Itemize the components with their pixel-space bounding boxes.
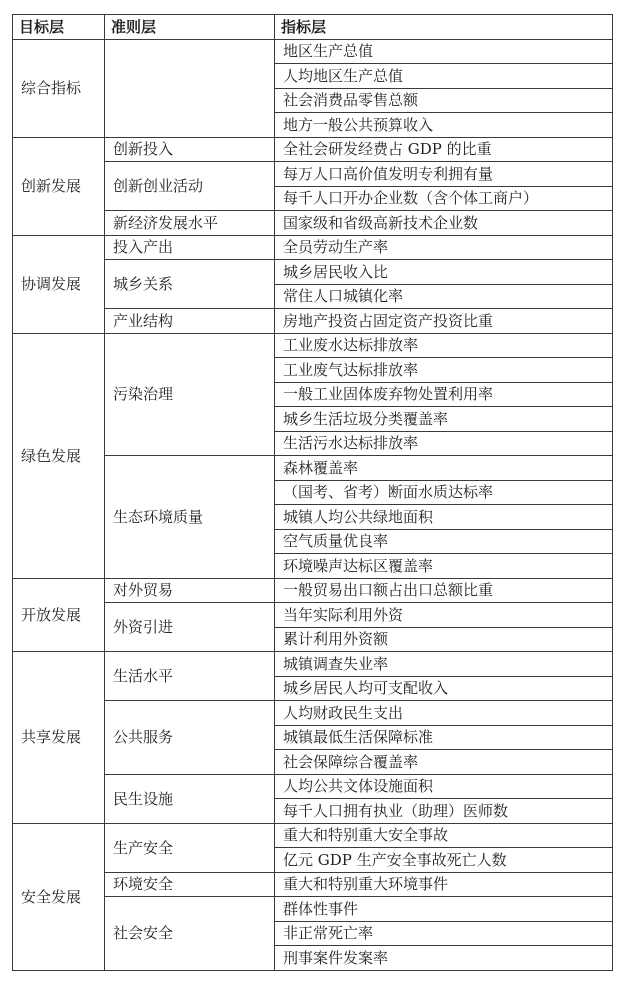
- indicator-cell: 生活污水达标排放率: [275, 431, 613, 456]
- indicator-cell: 城镇最低生活保障标准: [275, 725, 613, 750]
- indicator-cell: 城乡生活垃圾分类覆盖率: [275, 407, 613, 432]
- criteria-layer-cell: 外资引进: [105, 603, 275, 652]
- criteria-layer-cell: 污染治理: [105, 333, 275, 456]
- indicator-cell: 每万人口高价值发明专利拥有量: [275, 162, 613, 187]
- criteria-layer-cell: 产业结构: [105, 309, 275, 334]
- criteria-layer-cell: 生产安全: [105, 823, 275, 872]
- indicator-cell: 重大和特别重大环境事件: [275, 872, 613, 897]
- criteria-layer-cell: 生态环境质量: [105, 456, 275, 579]
- goal-layer-cell: 共享发展: [13, 652, 105, 824]
- indicator-cell: 地区生产总值: [275, 39, 613, 64]
- criteria-layer-cell: 环境安全: [105, 872, 275, 897]
- criteria-layer-cell: 生活水平: [105, 652, 275, 701]
- criteria-layer-cell: 城乡关系: [105, 260, 275, 309]
- criteria-layer-cell: 社会安全: [105, 897, 275, 971]
- indicator-cell: 全员劳动生产率: [275, 235, 613, 260]
- indicator-cell: 当年实际利用外资: [275, 603, 613, 628]
- indicator-cell: 非正常死亡率: [275, 921, 613, 946]
- criteria-layer-cell: 新经济发展水平: [105, 211, 275, 236]
- indicator-cell: 人均地区生产总值: [275, 64, 613, 89]
- table-row: [13, 578, 613, 603]
- indicator-cell: 人均公共文体设施面积: [275, 774, 613, 799]
- table-row: [13, 137, 613, 162]
- indicator-cell: 地方一般公共预算收入: [275, 113, 613, 138]
- header-criteria-layer: 准则层: [105, 15, 275, 40]
- goal-layer-cell: 协调发展: [13, 235, 105, 333]
- indicator-cell: 工业废水达标排放率: [275, 333, 613, 358]
- table-body: [13, 39, 613, 970]
- goal-layer-cell: 开放发展: [13, 578, 105, 652]
- indicator-cell: 一般贸易出口额占出口总额比重: [275, 578, 613, 603]
- indicator-cell: 城镇调查失业率: [275, 652, 613, 677]
- indicator-cell: 刑事案件发案率: [275, 946, 613, 971]
- table-row: [13, 235, 613, 260]
- criteria-layer-cell: 创新投入: [105, 137, 275, 162]
- indicator-cell: 每千人口开办企业数（含个体工商户）: [275, 186, 613, 211]
- table-row: [13, 652, 613, 677]
- indicator-cell: 群体性事件: [275, 897, 613, 922]
- table-row: [13, 39, 613, 64]
- indicator-cell: 国家级和省级高新技术企业数: [275, 211, 613, 236]
- indicator-cell: 全社会研发经费占 GDP 的比重: [275, 137, 613, 162]
- indicator-system-table: [12, 14, 613, 971]
- criteria-layer-cell: 创新创业活动: [105, 162, 275, 211]
- header-goal-layer: 目标层: [13, 15, 105, 40]
- indicator-cell: 城镇人均公共绿地面积: [275, 505, 613, 530]
- goal-layer-cell: 安全发展: [13, 823, 105, 970]
- table-row: [13, 333, 613, 358]
- indicator-cell: 重大和特别重大安全事故: [275, 823, 613, 848]
- indicator-cell: 环境噪声达标区覆盖率: [275, 554, 613, 579]
- criteria-layer-cell: 对外贸易: [105, 578, 275, 603]
- indicator-cell: （国考、省考）断面水质达标率: [275, 480, 613, 505]
- indicator-cell: 每千人口拥有执业（助理）医师数: [275, 799, 613, 824]
- header-indicator-layer: 指标层: [275, 15, 613, 40]
- indicator-cell: 城乡居民人均可支配收入: [275, 676, 613, 701]
- indicator-cell: 房地产投资占固定资产投资比重: [275, 309, 613, 334]
- indicator-cell: 亿元 GDP 生产安全事故死亡人数: [275, 848, 613, 873]
- indicator-cell: 城乡居民收入比: [275, 260, 613, 285]
- criteria-layer-cell: 投入产出: [105, 235, 275, 260]
- goal-layer-cell: 创新发展: [13, 137, 105, 235]
- goal-layer-cell: 绿色发展: [13, 333, 105, 578]
- indicator-cell: 累计利用外资额: [275, 627, 613, 652]
- indicator-cell: 社会消费品零售总额: [275, 88, 613, 113]
- criteria-layer-cell: 民生设施: [105, 774, 275, 823]
- indicator-cell: 工业废气达标排放率: [275, 358, 613, 383]
- header-row: [13, 15, 613, 40]
- criteria-layer-cell: [105, 39, 275, 137]
- indicator-cell: 常住人口城镇化率: [275, 284, 613, 309]
- indicator-cell: 人均财政民生支出: [275, 701, 613, 726]
- criteria-layer-cell: 公共服务: [105, 701, 275, 775]
- indicator-cell: 一般工业固体废弃物处置利用率: [275, 382, 613, 407]
- table-row: [13, 823, 613, 848]
- indicator-cell: 森林覆盖率: [275, 456, 613, 481]
- goal-layer-cell: 综合指标: [13, 39, 105, 137]
- indicator-cell: 社会保障综合覆盖率: [275, 750, 613, 775]
- indicator-cell: 空气质量优良率: [275, 529, 613, 554]
